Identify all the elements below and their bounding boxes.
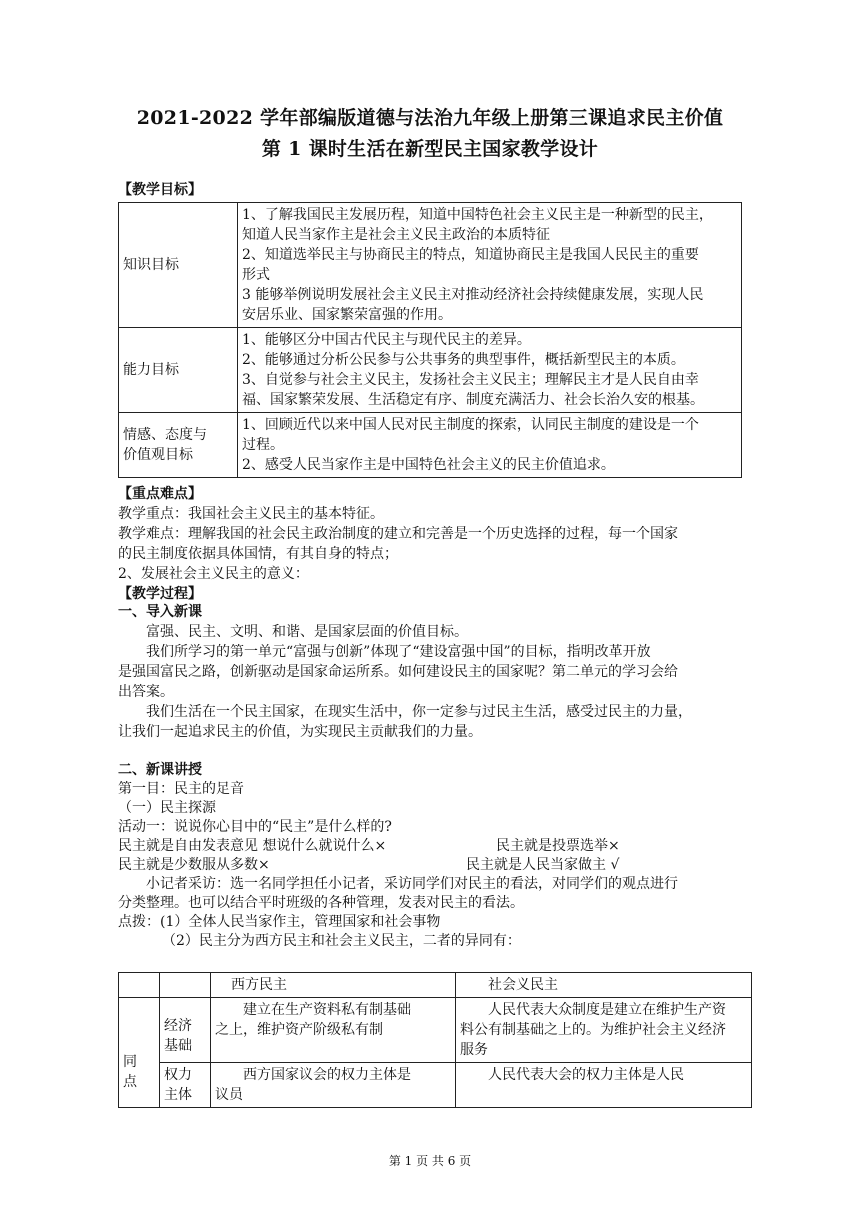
paragraph-line: 富强、民主、文明、和谐、是国家层面的价值目标。 [146, 624, 468, 640]
paragraph-line: 我们所学习的第一单元“富强与创新”体现了“建设富强中国”的目标，指明改革开放 [146, 644, 651, 660]
difficulty-line: 的民主制度依据具体国情，有其自身的特点； [118, 546, 398, 562]
table-row [119, 998, 752, 1063]
objective-label: 知识目标 [119, 203, 238, 328]
cell-line: 人民代表大会的权力主体是人民 [488, 1067, 684, 1083]
row-label [160, 1063, 211, 1108]
paragraph-line: 出答案。 [118, 684, 174, 700]
subheading: 第一目：民主的足音 [118, 781, 244, 797]
cell-line: 议员 [215, 1087, 243, 1103]
paragraph-line: 让我们一起追求民主的价值，为实现民主贡献我们的力量。 [118, 724, 482, 740]
table-row [119, 1063, 752, 1108]
objective-line: 福、国家繁荣发展、生活稳定有序、制度充满活力、社会长治久安的根基。 [242, 392, 704, 408]
group-label-line: 同 [123, 1053, 137, 1070]
paragraph-line: 小记者采访：选一名同学担任小记者，采访同学们对民主的看法，对同学们的观点进行 [146, 876, 678, 892]
subheading: （一）民主探源 [118, 800, 216, 816]
key-heading: 【重点难点】 [118, 486, 202, 502]
row-label-line: 权力 [164, 1067, 192, 1083]
objective-line: 2、能够通过分析公民参与公共事务的典型事件，概括新型民主的本质。 [242, 352, 685, 368]
process-heading: 【教学过程】 [118, 586, 202, 602]
paragraph-line: 是强国富民之路，创新驱动是国家命运所系。如何建设民主的国家呢？第二单元的学习会给 [118, 664, 678, 680]
group-label [119, 998, 160, 1108]
cell-line: 人民代表大众制度是建立在维护生产资 [488, 1002, 726, 1018]
objective-line: 安居乐业、国家繁荣富强的作用。 [242, 307, 452, 323]
objective-line: 2、知道选举民主与协商民主的特点，知道协商民主是我国人民民主的重要 [242, 247, 699, 263]
column-header: 社会义民主 [456, 973, 752, 998]
cell-line: 服务 [460, 1042, 488, 1058]
objective-line: 知道人民当家作主是社会主义民主政治的本质特征 [242, 227, 550, 243]
objective-content [238, 413, 742, 478]
activity-line: 活动一：说说你心目中的“民主”是什么样的? [118, 819, 392, 835]
difficulty-line: 2、发展社会主义民主的意义： [118, 566, 309, 582]
table-row [119, 328, 742, 413]
key-point: 教学重点：我国社会主义民主的基本特征。 [118, 506, 384, 522]
table-row [119, 203, 742, 328]
objective-line: 过程。 [242, 437, 284, 453]
option-line: 民主就是自由发表意见 想说什么就说什么× [118, 838, 387, 854]
objectives-table [118, 202, 742, 478]
document-title-line1: 2021-2022 学年部编版道德与法治九年级上册第三课追求民主价值 [136, 107, 724, 129]
objective-line: 2、感受人民当家作主是中国特色社会主义的民主价值追求。 [242, 457, 615, 473]
row-label-line: 基础 [164, 1038, 192, 1054]
table-cell [211, 998, 456, 1063]
column-header: 西方民主 [211, 973, 456, 998]
section-heading: 二、新课讲授 [118, 762, 202, 778]
section-heading: 一、导入新课 [118, 604, 202, 620]
objective-label-line: 情感、态度与 [123, 427, 207, 443]
objective-label-line: 价值观目标 [123, 447, 193, 463]
document-title-line2: 第 1 课时生活在新型民主国家教学设计 [261, 138, 599, 160]
cell-line: 建立在生产资料私有制基础 [243, 1002, 411, 1018]
page-footer: 第 1 页 共 6 页 [388, 1154, 472, 1168]
objective-content [238, 203, 742, 328]
table-cell [456, 998, 752, 1063]
table-cell [456, 1063, 752, 1108]
option-line: 民主就是投票选举× [496, 838, 620, 854]
row-label [160, 998, 211, 1063]
objective-line: 形式 [242, 267, 270, 283]
difficulty-line: 教学难点：理解我国的社会民主政治制度的建立和完善是一个历史选择的过程，每一个国家 [118, 526, 678, 542]
objectives-heading: 【教学目标】 [118, 182, 202, 198]
option-line: 民主就是少数服从多数× [118, 857, 270, 873]
table-cell [211, 1063, 456, 1108]
row-label-line: 主体 [164, 1087, 192, 1103]
objective-line: 3 能够举例说明发展社会主义民主对推动经济社会持续健康发展，实现人民 [242, 287, 704, 303]
paragraph-line: 分类整理。也可以结合平时班级的各种管理，发表对民主的看法。 [118, 895, 524, 911]
objective-line: 1、能够区分中国古代民主与现代民主的差异。 [242, 332, 531, 348]
table-cell [160, 973, 211, 998]
objective-label: 能力目标 [119, 328, 238, 413]
paragraph-line: 点拨：(1）全体人民当家作主，管理国家和社会事物 [118, 914, 441, 930]
objective-line: 1、回顾近代以来中国人民对民主制度的探索，认同民主制度的建设是一个 [242, 417, 699, 433]
table-cell [119, 973, 160, 998]
option-line: 民主就是人民当家做主 √ [466, 857, 620, 873]
paragraph-line: （2）民主分为西方民主和社会主义民主，二者的异同有： [162, 933, 521, 949]
objective-line: 3、自觉参与社会主义民主，发扬社会主义民主；理解民主才是人民自由幸 [242, 372, 699, 388]
comparison-table [118, 972, 752, 1108]
table-row [119, 413, 742, 478]
row-label-line: 经济 [164, 1018, 192, 1034]
table-row [119, 973, 752, 998]
group-label-line: 点 [123, 1073, 137, 1090]
paragraph-line: 我们生活在一个民主国家，在现实生活中，你一定参与过民主生活，感受过民主的力量， [146, 704, 692, 720]
objective-content [238, 328, 742, 413]
objective-label [119, 413, 238, 478]
objective-line: 1、了解我国民主发展历程，知道中国特色社会主义民主是一种新型的民主， [242, 207, 713, 223]
cell-line: 之上，维护资产阶级私有制 [215, 1022, 383, 1038]
cell-line: 西方国家议会的权力主体是 [243, 1067, 411, 1083]
cell-line: 料公有制基础之上的。为维护社会主义经济 [460, 1022, 726, 1038]
